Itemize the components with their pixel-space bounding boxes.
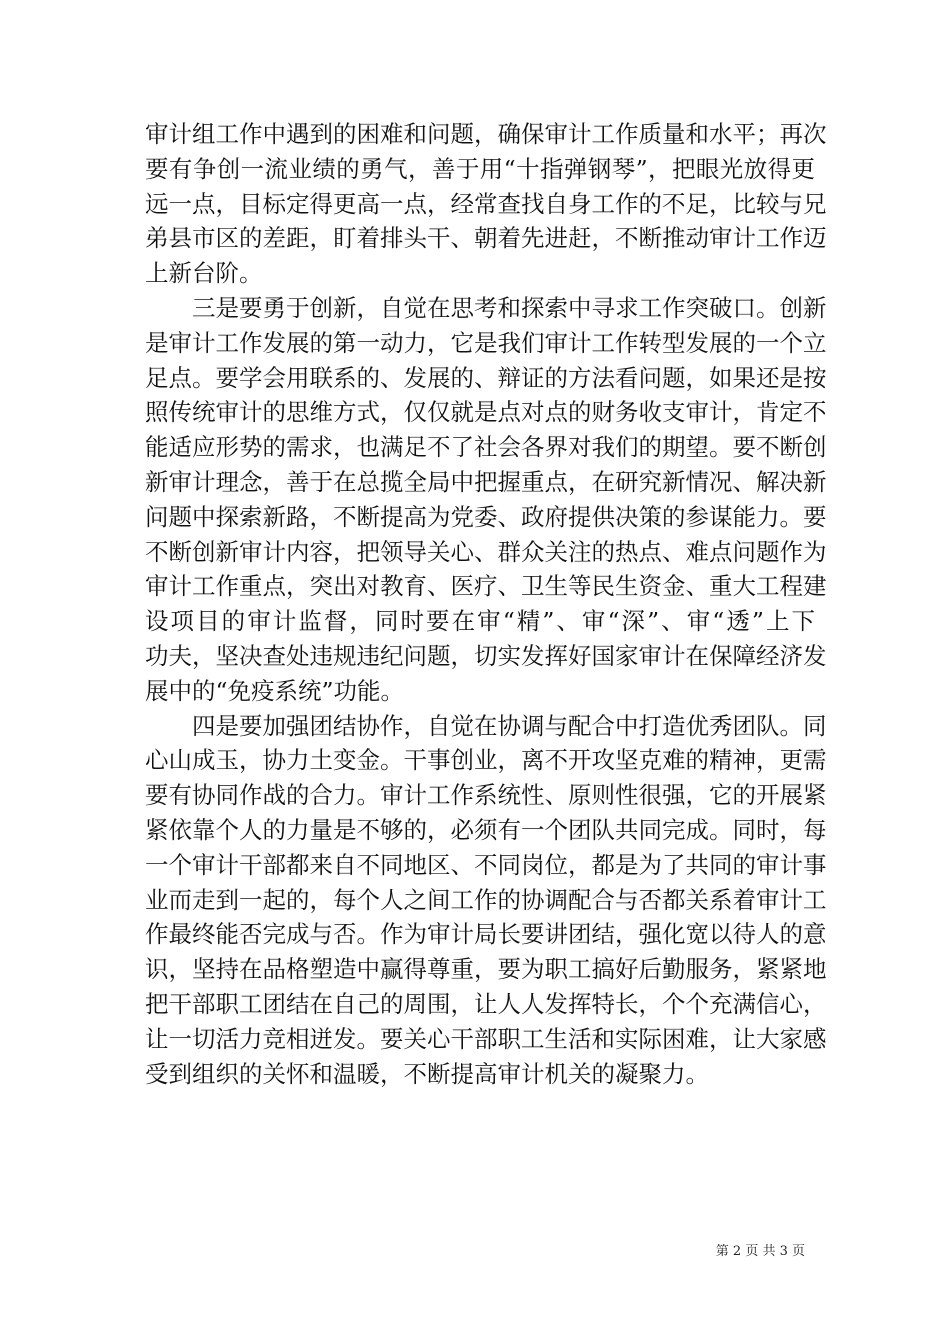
text-line: 要有争创一流业绩的勇气，善于用“十指弹钢琴”，把眼光放得更	[145, 154, 815, 183]
text-line: 远一点，目标定得更高一点，经常查找自身工作的不足，比较与兄	[145, 189, 827, 218]
text-line: 审计工作重点，突出对教育、医疗、卫生等民生资金、重大工程建	[145, 572, 827, 601]
text-line: 设项目的审计监督，同时要在审“精”、审“深”、审“透”上下	[145, 607, 815, 636]
text-line: 足点。要学会用联系的、发展的、辩证的方法看问题，如果还是按	[145, 363, 827, 392]
text-line: 照传统审计的思维方式，仅仅就是点对点的财务收支审计，肯定不	[145, 398, 827, 427]
text-line: 能适应形势的需求，也满足不了社会各界对我们的期望。要不断创	[145, 433, 827, 462]
text-line: 让一切活力竞相迸发。要关心干部职工生活和实际困难，让大家感	[145, 1024, 827, 1053]
text-line: 要有协同作战的合力。审计工作系统性、原则性很强，它的开展紧	[145, 781, 827, 810]
text-line: 上新台阶。	[145, 259, 263, 288]
text-line: 新审计理念，善于在总揽全局中把握重点，在研究新情况、解决新	[145, 467, 827, 496]
text-line: 问题中探索新路，不断提高为党委、政府提供决策的参谋能力。要	[145, 502, 827, 531]
page-number: 第 2 页 共 3 页	[715, 1244, 805, 1259]
text-line: 展中的“免疫系统”功能。	[145, 676, 405, 705]
paragraph-teamwork	[145, 709, 827, 1092]
text-line: 一个审计干部都来自不同地区、不同岗位，都是为了共同的审计事	[145, 850, 827, 879]
document-body	[145, 117, 827, 1091]
text-line: 功夫，坚决查处违规违纪问题，切实发挥好国家审计在保障经济发	[145, 641, 827, 670]
text-line: 心山成玉，协力土变金。干事创业，离不开攻坚克难的精神，更需	[145, 746, 827, 775]
text-line: 作最终能否完成与否。作为审计局长要讲团结，强化宽以待人的意	[145, 920, 827, 949]
text-line: 三是要勇于创新，自觉在思考和探索中寻求工作突破口。创新	[192, 293, 827, 322]
text-line: 识，坚持在品格塑造中赢得尊重，要为职工搞好后勤服务，紧紧地	[145, 955, 827, 984]
text-line: 受到组织的关怀和温暖，不断提高审计机关的凝聚力。	[145, 1059, 709, 1088]
paragraph-innovation	[145, 291, 827, 709]
text-line: 紧依靠个人的力量是不够的，必须有一个团队共同完成。同时，每	[145, 815, 827, 844]
text-line: 审计组工作中遇到的困难和问题，确保审计工作质量和水平；再次	[145, 120, 827, 148]
text-line: 四是要加强团结协作，自觉在协调与配合中打造优秀团队。同	[192, 711, 827, 740]
paragraph-continuation	[145, 117, 827, 291]
text-line: 弟县市区的差距，盯着排头干、朝着先进赶，不断推动审计工作迈	[145, 224, 827, 253]
text-line: 业而走到一起的，每个人之间工作的协调配合与否都关系着审计工	[145, 885, 827, 914]
text-line: 把干部职工团结在自己的周围，让人人发挥特长，个个充满信心，	[145, 989, 827, 1018]
text-line: 不断创新审计内容，把领导关心、群众关注的热点、难点问题作为	[145, 537, 827, 566]
text-line: 是审计工作发展的第一动力，它是我们审计工作转型发展的一个立	[145, 328, 827, 357]
